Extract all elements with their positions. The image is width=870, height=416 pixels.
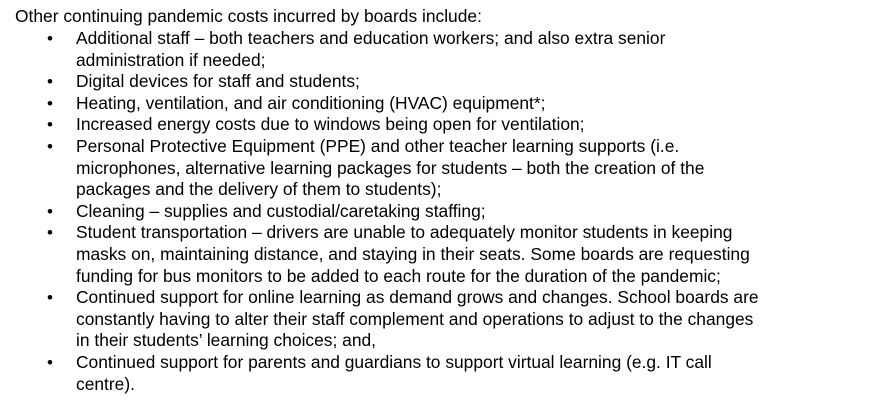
- list-item-parent-support: [0, 352, 870, 395]
- list-item-digital-devices: [0, 71, 870, 93]
- list-item-line: Student transportation – drivers are unable to adequately monitor students in keeping: [76, 222, 733, 243]
- list-item-line: centre).: [76, 373, 135, 394]
- list-item-cleaning: [0, 201, 870, 223]
- list-item-line: Continued support for online learning as demand grows and changes. School boards are: [76, 287, 759, 308]
- bullet-icon: •: [47, 29, 53, 48]
- list-item-ppe: [0, 136, 870, 201]
- list-item-line: Cleaning – supplies and custodial/caretaking staffing;: [76, 200, 486, 221]
- list-item-line: masks on, maintaining distance, and staying in their seats. Some boards are requesting: [76, 243, 750, 264]
- list-item-line: constantly having to alter their staff complement and operations to adjust to the changes: [76, 308, 754, 329]
- list-item-line: Heating, ventilation, and air conditioning (HVAC) equipment*;: [76, 92, 546, 113]
- bullet-icon: •: [47, 93, 53, 113]
- list-item-energy-costs: [0, 114, 870, 136]
- list-item-line: Digital devices for staff and students;: [76, 71, 360, 92]
- list-item-line: in their students’ learning choices; and,: [76, 330, 377, 351]
- list-item-additional-staff: [0, 28, 870, 71]
- bullet-icon: •: [47, 352, 53, 372]
- bullet-icon: •: [47, 201, 53, 221]
- list-item-line: Additional staff – both teachers and education workers; and also extra senior: [76, 28, 666, 48]
- list-item-line: funding for bus monitors to be added to each route for the duration of the pandemic;: [76, 265, 721, 286]
- cost-bullet-list: [0, 28, 870, 395]
- list-item-line: administration if needed;: [76, 49, 266, 70]
- intro-paragraph: Other continuing pandemic costs incurred by boards include:: [15, 6, 482, 26]
- bullet-icon: •: [47, 115, 53, 135]
- list-item-line: microphones, alternative learning packages for students – both the creation of the: [76, 157, 705, 178]
- list-item-student-transportation: [0, 222, 870, 287]
- list-item-hvac: [0, 93, 870, 115]
- list-item-line: packages and the delivery of them to students);: [76, 179, 442, 200]
- list-item-online-learning: [0, 287, 870, 352]
- bullet-icon: •: [47, 288, 53, 308]
- bullet-icon: •: [47, 136, 53, 156]
- bullet-icon: •: [47, 223, 53, 243]
- bullet-icon: •: [47, 72, 53, 92]
- list-item-line: Increased energy costs due to windows being open for ventilation;: [76, 114, 585, 135]
- list-item-line: Continued support for parents and guardians to support virtual learning (e.g. IT call: [76, 351, 712, 372]
- list-item-line: Personal Protective Equipment (PPE) and other teacher learning supports (i.e.: [76, 135, 680, 156]
